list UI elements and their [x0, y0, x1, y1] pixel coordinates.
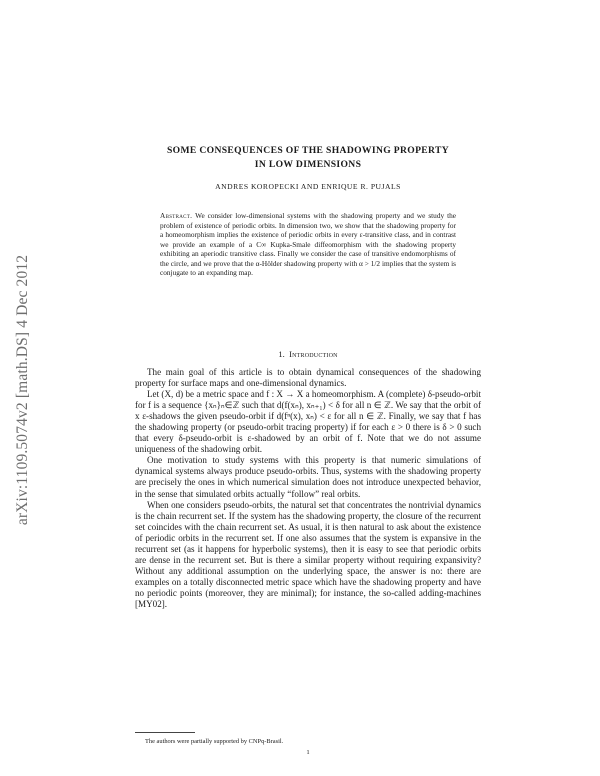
- abstract-label: Abstract.: [160, 211, 193, 220]
- author-list: ANDRES KOROPECKI AND ENRIQUE R. PUJALS: [215, 182, 401, 191]
- abstract-text: We consider low-dimensional systems with the shadowing property and we study the problem of existence of periodic orbits. In dimension two, we show that the shadowing property for a homeomorphism implies the existence of periodic orbits in every ε-transitive class, and in contrast we provide an example of a C∞ Kupka-Smale diffeomorphism with the shadowing property exhibiting an aperiodic transitive class. Finally we consider the case of transitive endomorphisms of the circle, and we prove that the α-Hölder shadowing property with α > 1/2 implies that the system is conjugate to an expanding map.: [160, 211, 456, 278]
- footnote-divider: [135, 732, 195, 733]
- paragraph: One motivation to study systems with this property is that numeric simulations of dynamical systems always produce pseudo-orbits. Thus, systems with the shadowing property are precisely the ones in which numerical simulation does not introduce unexpected behavior, in the sense that simulated orbits actually “follow” real orbits.: [135, 455, 481, 499]
- arxiv-identifier: arXiv:1109.5074v2 [math.DS] 4 Dec 2012: [14, 254, 31, 526]
- title-line-2: IN LOW DIMENSIONS: [254, 158, 362, 170]
- section-number: 1.: [278, 349, 285, 359]
- arxiv-sidebar-stamp: [6, 190, 40, 590]
- paragraph: When one considers pseudo-orbits, the natural set that concentrates the nontrivial dynamics is the chain recurrent set. If the system has the shadowing property, the closure of the recurrent set coincides with the chain recurrent set. As usual, it is then natural to ask about the existence of periodic orbits in the recurrent set. If one also assumes that the system is expansive in the recurrent set (as it happens for hyperbolic systems), then it is easy to see that periodic orbits are dense in the recurrent set. But is there a similar property without requiring expansivity? Without any additional assumption on the underlying space, the answer is no: there are examples on a totally disconnected metric space which have the shadowing property and have no periodic points (moreover, they are minimal); for instance, the so-called adding-machines [MY02].: [135, 499, 481, 609]
- paper-title: [135, 144, 481, 171]
- introduction-body: [135, 367, 481, 610]
- section-title: Introduction: [289, 349, 338, 359]
- section-heading: [135, 349, 481, 359]
- footnote-text: The authors were partially supported by CNPq-Brasil.: [145, 738, 284, 745]
- paragraph: The main goal of this article is to obtain dynamical consequences of the shadowing property for surface maps and one-dimensional dynamics.: [135, 367, 481, 389]
- footnote: [135, 738, 481, 745]
- page-number: 1: [306, 749, 310, 756]
- title-line-1: SOME CONSEQUENCES OF THE SHADOWING PROPERTY: [166, 145, 450, 156]
- paragraph: Let (X, d) be a metric space and f : X → X a homeomorphism. A (complete) δ-pseudo-orbit for f is a sequence {xₙ}ₙ∈ℤ such that d(f(xₙ), xₙ₊₁) < δ for all n ∈ ℤ. We say that the orbit of x ε-shadows the given pseudo-orbit if d(fⁿ(x), xₙ) < ε for all n ∈ ℤ. Finally, we say that f has the shadowing property (or pseudo-orbit tracing property) if for each ε > 0 there is δ > 0 such that every δ-pseudo-orbit is ε-shadowed by an orbit of f. Note that we do not assume uniqueness of the shadowing orbit.: [135, 389, 481, 455]
- abstract: [160, 211, 456, 278]
